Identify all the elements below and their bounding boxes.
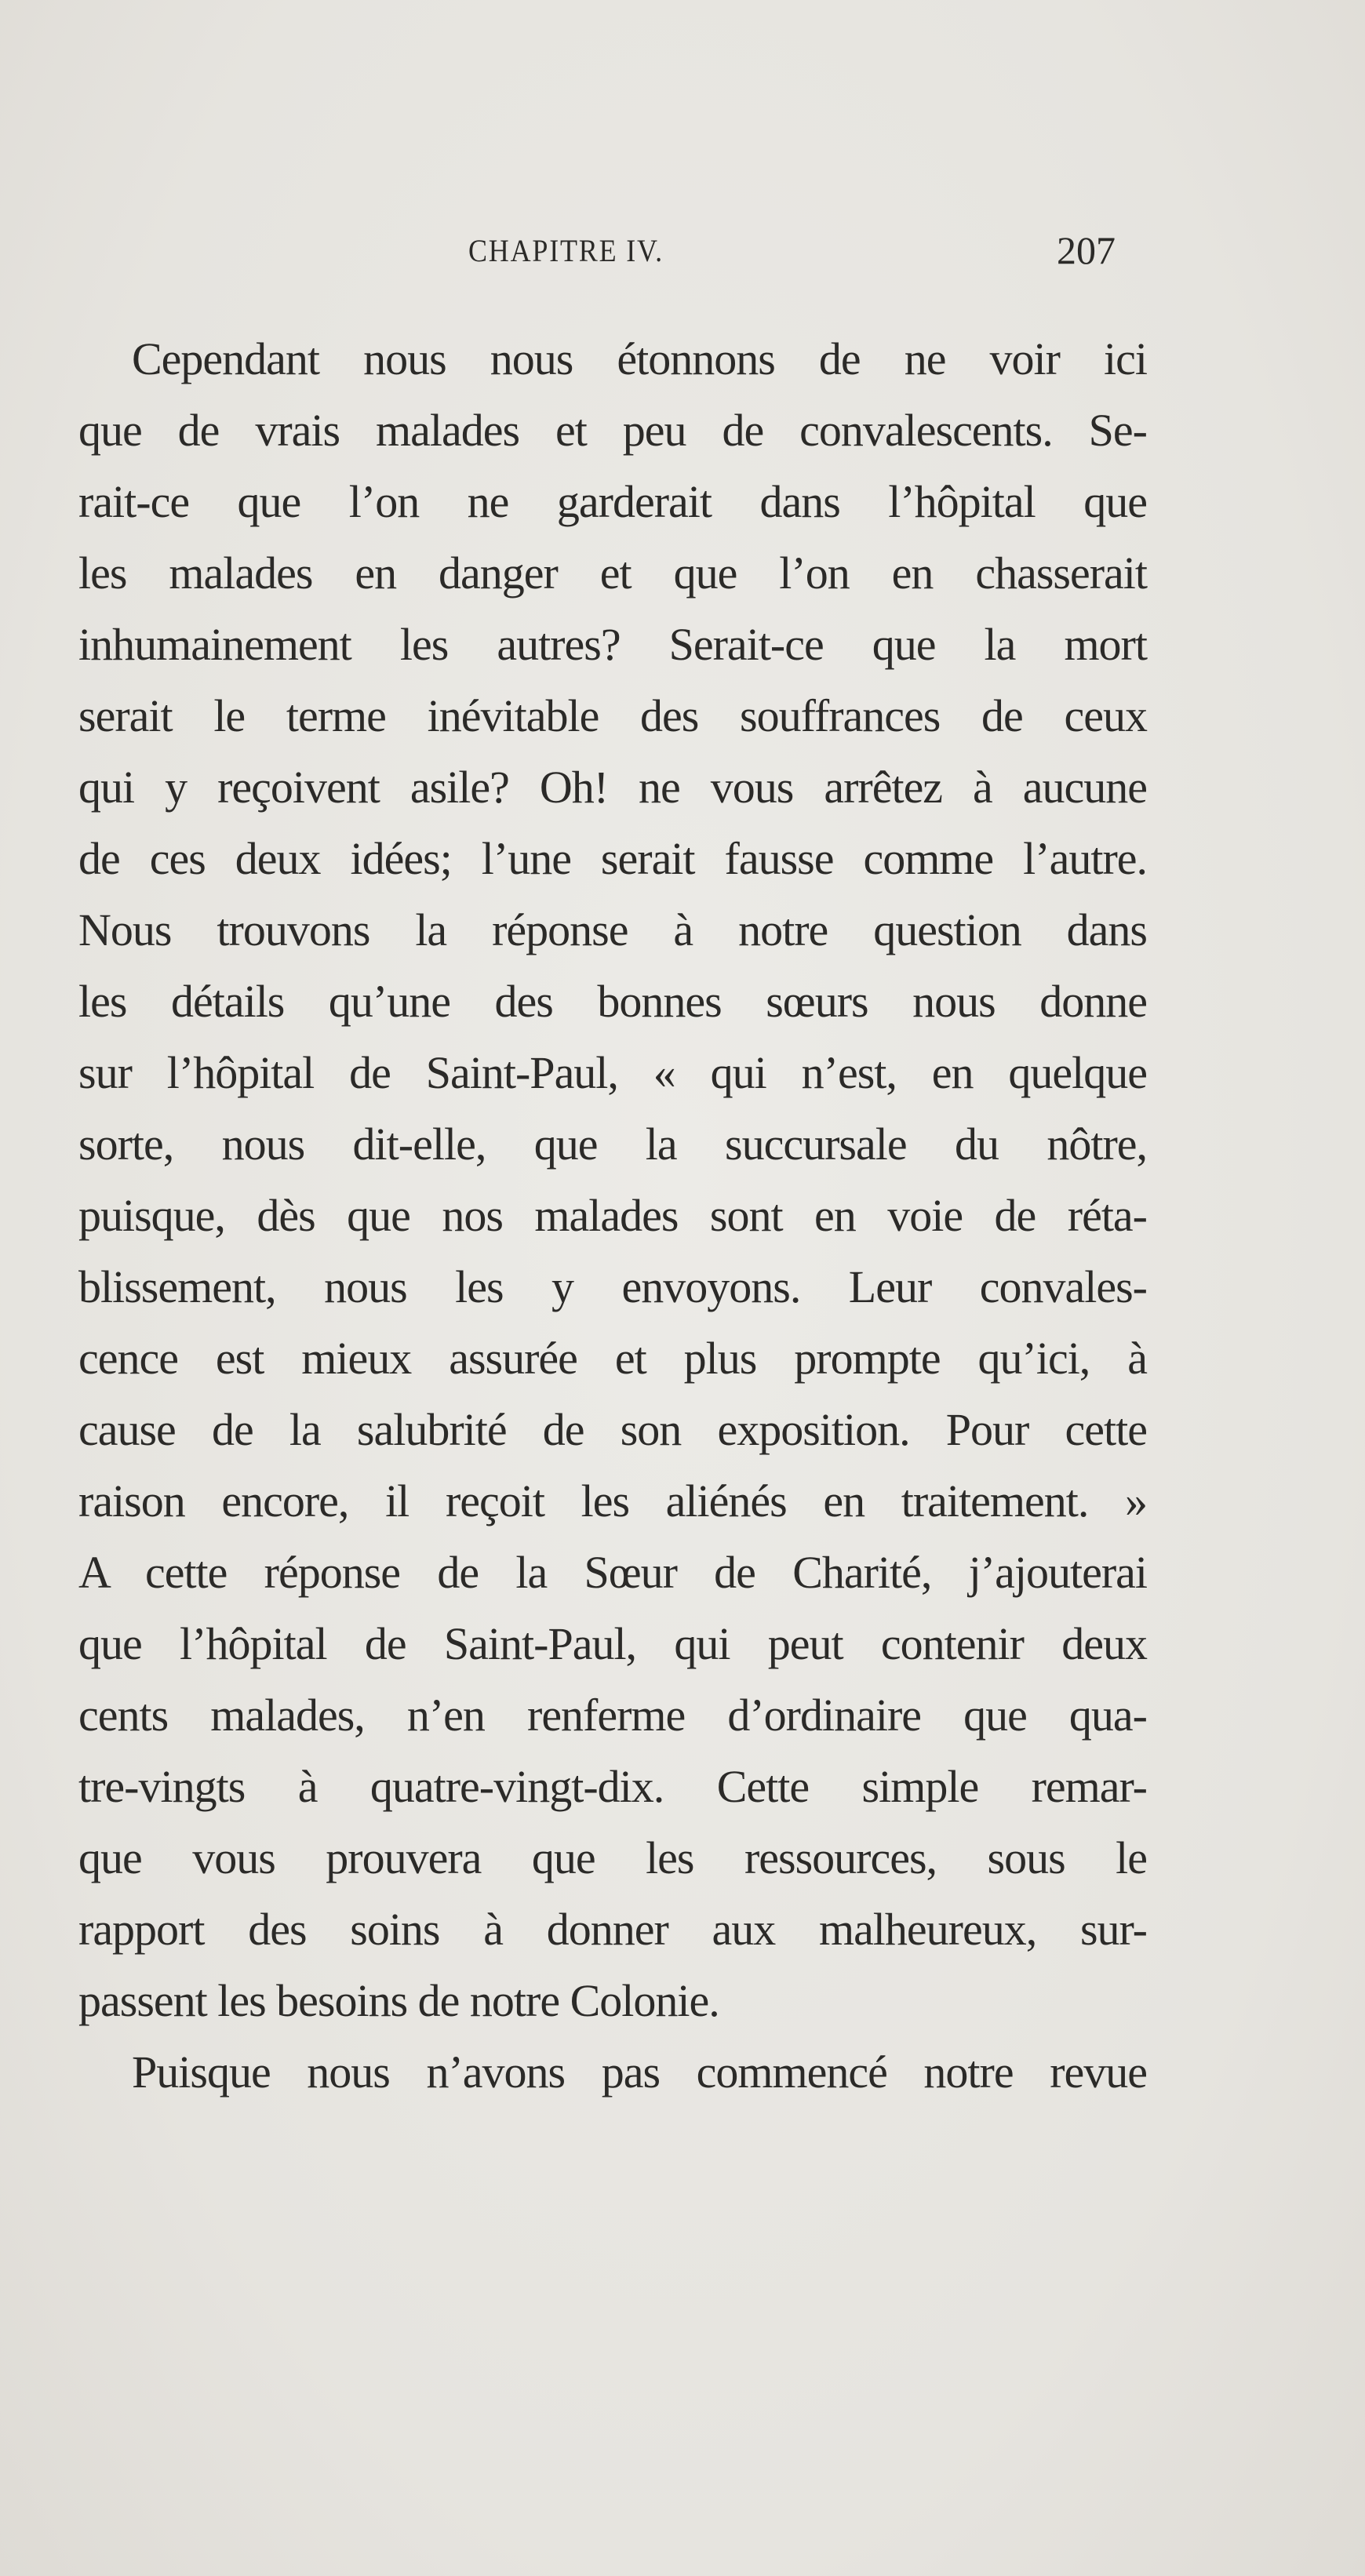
- text-line: cence est mieux assurée et plus prompte qu’ici, à: [78, 1333, 1147, 1384]
- text-line: sur l’hôpital de Saint-Paul, « qui n’est, en quelque: [78, 1047, 1147, 1098]
- text-line: que de vrais malades et peu de convalescents. Se-: [78, 405, 1147, 456]
- text-line: serait le terme inévitable des souffrances de ceux: [78, 690, 1147, 741]
- text-line: raison encore, il reçoit les aliénés en traitement. »: [78, 1475, 1147, 1526]
- text-line: de ces deux idées; l’une serait fausse comme l’autre.: [78, 833, 1147, 884]
- text-line: Cependant nous nous étonnons de ne voir ici: [132, 333, 1147, 384]
- text-line: que vous prouvera que les ressources, sous le: [78, 1832, 1147, 1883]
- text-line: les malades en danger et que l’on en chasserait: [78, 548, 1147, 599]
- text-line: cents malades, n’en renferme d’ordinaire que qua-: [78, 1690, 1147, 1741]
- text-line: qui y reçoivent asile? Oh! ne vous arrêtez à aucune: [78, 762, 1147, 813]
- text-line: sorte, nous dit-elle, que la succursale du nôtre,: [78, 1119, 1147, 1170]
- running-title: CHAPITRE IV.: [468, 233, 664, 268]
- text-line: passent les besoins de notre Colonie.: [78, 1975, 719, 2026]
- text-line: A cette réponse de la Sœur de Charité, j’ajouterai: [78, 1547, 1147, 1598]
- page-number: 207: [1057, 228, 1116, 272]
- text-line: Nous trouvons la réponse à notre question dans: [78, 904, 1147, 955]
- body-text: [78, 323, 1147, 2108]
- text-line: cause de la salubrité de son exposition. Pour cette: [78, 1404, 1147, 1455]
- text-line: rapport des soins à donner aux malheureux, sur-: [78, 1904, 1147, 1955]
- text-line: que l’hôpital de Saint-Paul, qui peut contenir deux: [78, 1618, 1147, 1669]
- text-line: les détails qu’une des bonnes sœurs nous donne: [78, 976, 1147, 1027]
- text-line: blissement, nous les y envoyons. Leur convales-: [78, 1261, 1147, 1312]
- text-line: inhumainement les autres? Serait-ce que la mort: [78, 619, 1147, 670]
- text-line: puisque, dès que nos malades sont en voie de réta-: [78, 1190, 1147, 1241]
- text-line: rait-ce que l’on ne garderait dans l’hôpital que: [78, 476, 1147, 527]
- text-line: tre-vingts à quatre-vingt-dix. Cette simple remar-: [78, 1761, 1147, 1812]
- text-line: Puisque nous n’avons pas commencé notre revue: [132, 2047, 1147, 2098]
- page-header: [78, 228, 1116, 279]
